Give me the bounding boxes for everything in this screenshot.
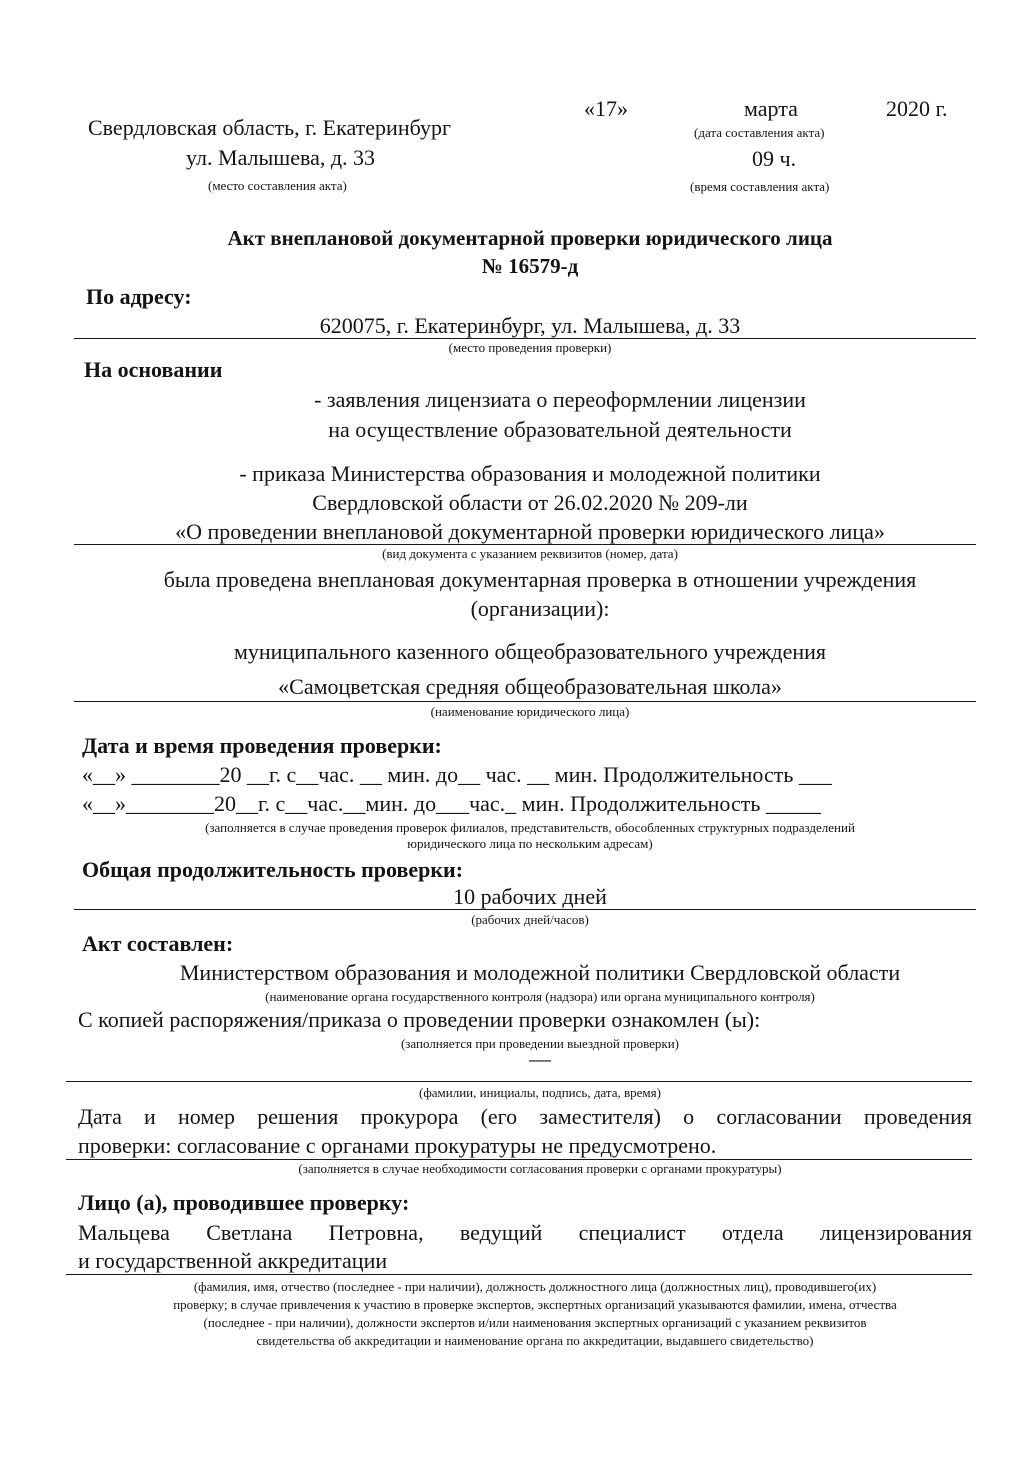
basis-label: На основании — [84, 357, 223, 382]
address-caption: (место проведения проверки) — [448, 340, 612, 355]
basis-line3: - приказа Министерства образования и молодежной политики — [239, 461, 821, 486]
inspector-line1: Мальцева Светлана Петровна, ведущий специалист отдела лицензирования — [78, 1220, 972, 1245]
inspector-underline — [66, 1274, 972, 1275]
acquaint-caption2: (фамилии, инициалы, подпись, дата, время) — [419, 1085, 661, 1100]
prosecutor-underline — [66, 1159, 972, 1160]
datetime-label: Дата и время проведения проверки: — [82, 733, 442, 758]
duration-caption: (рабочих дней/часов) — [471, 912, 589, 927]
place-caption: (место составления акта) — [208, 178, 347, 193]
date-year: 2020 г. — [886, 96, 948, 121]
prosecutor-line2: проверки: согласование с органами прокуратуры не предусмотрено. — [78, 1133, 717, 1158]
org-name-line2: «Самоцветская средняя общеобразовательная школа» — [278, 674, 782, 699]
duration-label: Общая продолжительность проверки: — [82, 857, 464, 882]
compiled-caption: (наименование органа государственного контроля (надзора) или органа муниципального контроля) — [265, 989, 815, 1004]
duration-value: 10 рабочих дней — [453, 884, 607, 909]
datetime-caption2: юридического лица по нескольким адресам) — [407, 836, 653, 851]
document-number: № 16579-д — [481, 254, 579, 278]
inspector-caption1: (фамилия, имя, отчество (последнее - при наличии), должность должностного лица (должностных лиц), проводившего(их) — [193, 1279, 877, 1294]
org-name-line1: муниципального казенного общеобразовательного учреждения — [233, 639, 827, 664]
inspector-caption3: (последнее - при наличии), должности экспертов и/или наименования экспертных организаций с указанием реквизитов — [203, 1315, 867, 1330]
date-month: марта — [744, 96, 798, 121]
date-caption: (дата составления акта) — [694, 125, 825, 140]
inspector-caption4: свидетельства об аккредитации и наименование органа по аккредитации, выдавшего свидетельство) — [256, 1333, 814, 1348]
place-line1: Свердловская область, г. Екатеринбург — [88, 115, 451, 140]
date-day: «17» — [584, 96, 628, 121]
prosecutor-caption: (заполняется в случае необходимости согласования проверки с органами прокуратуры) — [298, 1161, 782, 1176]
inspector-label: Лицо (а), проводившее проверку: — [78, 1190, 410, 1215]
basis-caption: (вид документа с указанием реквизитов (номер, дата) — [382, 546, 678, 561]
inspector-caption2: проверку; в случае привлечения к участию в проверке экспертов, экспертных организаций указываются фамилии, имена, отчества — [173, 1297, 897, 1312]
org-name-caption: (наименование юридического лица) — [430, 704, 630, 719]
prosecutor-line1: Дата и номер решения прокурора (его заместителя) о согласовании проведения — [78, 1104, 972, 1129]
datetime-row2: «__»________20__г. с__час.__мин. до___час._ мин. Продолжительность _____ — [82, 791, 821, 816]
document-title: Акт внеплановой документарной проверки юридического лица — [227, 226, 833, 250]
basis-underline — [74, 544, 976, 545]
compiled-label: Акт составлен: — [82, 931, 234, 956]
datetime-row1: «__» ________20 __г. с__час. __ мин. до__ час. __ мин. Продолжительность ___ — [82, 762, 832, 787]
time-caption: (время составления акта) — [690, 179, 830, 194]
basis-line5: «О проведении внеплановой документарной проверки юридического лица» — [175, 519, 885, 544]
basis-line1: - заявления лицензиата о переоформлении лицензии — [314, 387, 806, 412]
compiled-value: Министерством образования и молодежной политики Свердловской области — [179, 960, 901, 985]
acquaint-caption: (заполняется при проведении выездной проверки) — [400, 1036, 680, 1051]
address-label: По адресу: — [86, 284, 192, 309]
place-line2: ул. Малышева, д. 33 — [186, 145, 376, 170]
basis-line2: на осуществление образовательной деятельности — [328, 417, 792, 442]
duration-underline — [74, 909, 976, 910]
inspector-line2: и государственной аккредитации — [78, 1248, 388, 1273]
subject-line1: была проведена внеплановая документарная проверка в отношении учреждения — [163, 567, 917, 592]
address-underline — [74, 338, 976, 339]
datetime-caption1: (заполняется в случае проведения проверок филиалов, представительств, обособленных структурных подразделений — [205, 820, 855, 835]
acquaint-underline — [66, 1081, 972, 1082]
time-value: 09 ч. — [752, 146, 797, 171]
org-name-underline — [74, 701, 976, 702]
acquaint-value: — — [529, 1046, 551, 1071]
acquaint-text: С копией распоряжения/приказа о проведении проверки ознакомлен (ы): — [78, 1007, 761, 1032]
subject-line2: (организации): — [470, 596, 610, 621]
address-value: 620075, г. Екатеринбург, ул. Малышева, д. 33 — [319, 313, 741, 338]
basis-line4: Свердловской области от 26.02.2020 № 209-ли — [312, 490, 748, 515]
